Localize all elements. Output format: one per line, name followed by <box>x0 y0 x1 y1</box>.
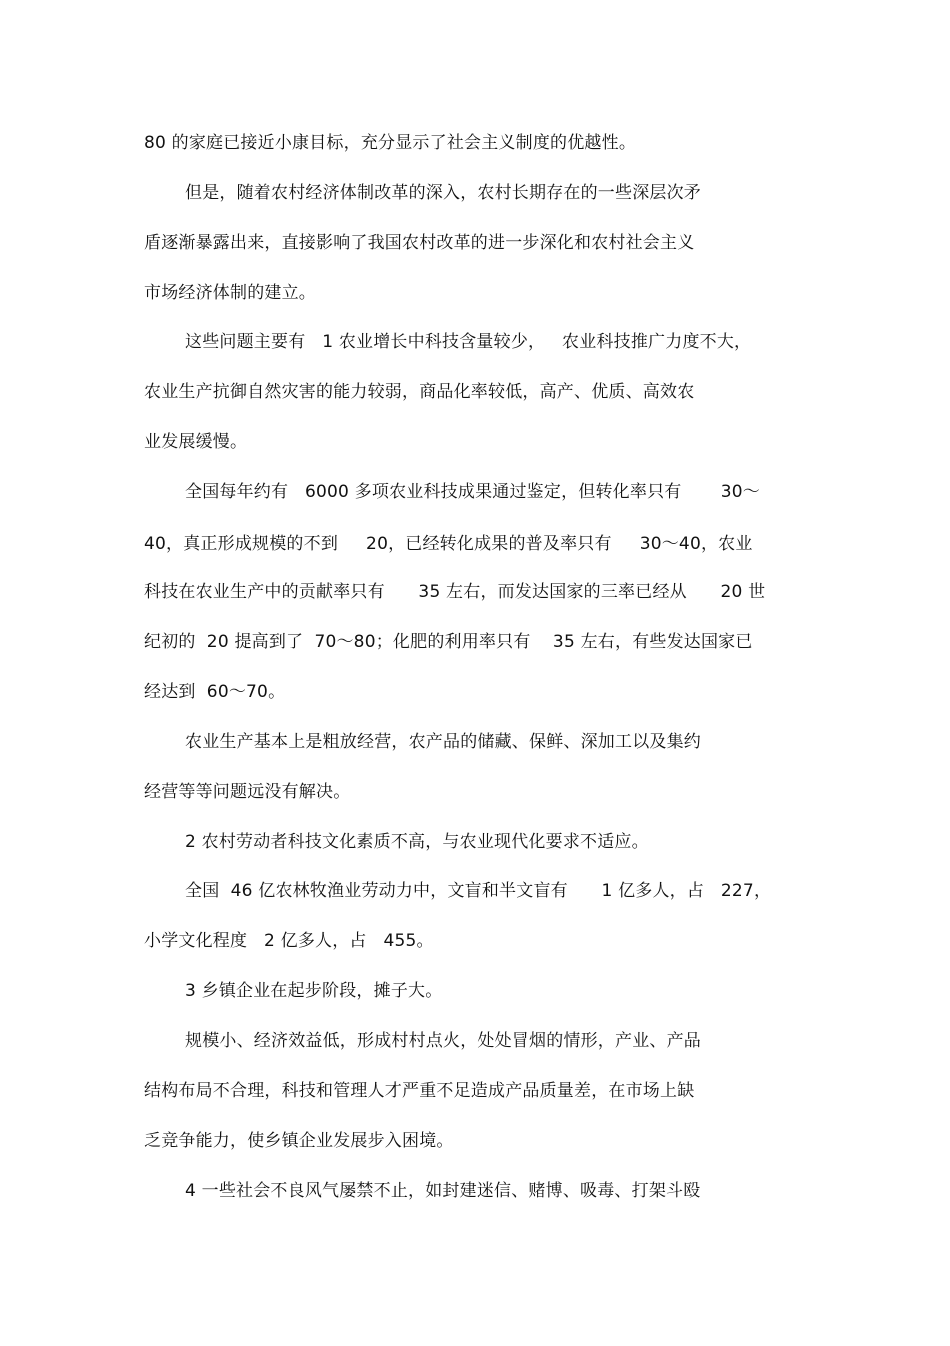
paragraph-start-line: 规模小、经济效益低，形成村村点火，处处冒烟的情形，产业、产品 <box>185 1031 701 1051</box>
text-line: 业发展缓慢。 <box>144 432 248 452</box>
paragraph-start-line: 全国每年约有 6000 多项农业科技成果通过鉴定，但转化率只有 30～ <box>185 482 760 502</box>
paragraph-start-line: 这些问题主要有 1 农业增长中科技含量较少， 农业科技推广力度不大， <box>185 332 752 352</box>
text-line: 经营等等问题远没有解决。 <box>144 782 351 802</box>
text-line: 盾逐渐暴露出来，直接影响了我国农村改革的进一步深化和农村社会主义 <box>144 233 695 253</box>
paragraph-start-line: 4 一些社会不良风气屡禁不止，如封建迷信、赌博、吸毒、打架斗殴 <box>185 1181 701 1201</box>
text-line: 经达到 60～70。 <box>144 682 286 702</box>
text-line: 80 的家庭已接近小康目标，充分显示了社会主义制度的优越性。 <box>144 133 637 153</box>
text-line: 40，真正形成规模的不到 20，已经转化成果的普及率只有 30～40，农业 <box>144 534 753 554</box>
paragraph-start-line: 但是，随着农村经济体制改革的深入，农村长期存在的一些深层次矛 <box>185 183 701 203</box>
text-line: 小学文化程度 2 亿多人，占 455。 <box>144 931 434 951</box>
text-line: 纪初的 20 提高到了 70～80；化肥的利用率只有 35 左右，有些发达国家已 <box>144 632 753 652</box>
text-line: 乏竞争能力，使乡镇企业发展步入困境。 <box>144 1131 454 1151</box>
text-line: 科技在农业生产中的贡献率只有 35 左右，而发达国家的三率已经从 20 世 <box>144 582 766 602</box>
paragraph-start-line: 3 乡镇企业在起步阶段，摊子大。 <box>185 981 443 1001</box>
text-line: 农业生产抗御自然灾害的能力较弱，商品化率较低，高产、优质、高效农 <box>144 382 695 402</box>
text-line: 市场经济体制的建立。 <box>144 283 316 303</box>
paragraph-start-line: 全国 46 亿农林牧渔业劳动力中，文盲和半文盲有 1 亿多人，占 227， <box>185 881 772 901</box>
paragraph-start-line: 农业生产基本上是粗放经营，农产品的储藏、保鲜、深加工以及集约 <box>185 732 701 752</box>
text-line: 结构布局不合理，科技和管理人才严重不足造成产品质量差，在市场上缺 <box>144 1081 695 1101</box>
paragraph-start-line: 2 农村劳动者科技文化素质不高，与农业现代化要求不适应。 <box>185 832 649 852</box>
